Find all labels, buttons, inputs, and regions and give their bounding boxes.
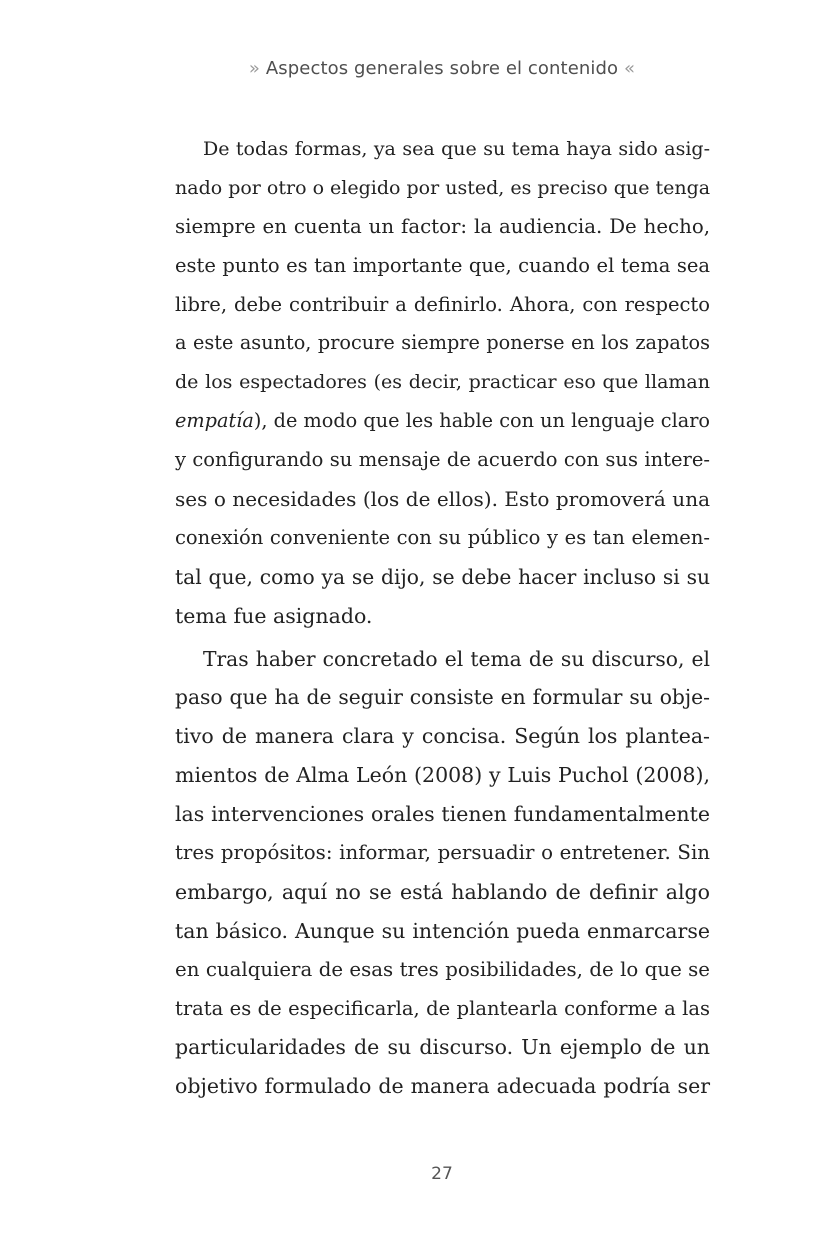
text-line: objetivo formulado de manera adecuada podría ser <box>175 1074 710 1099</box>
italic-line-rest: ), de modo que les hable con un lenguaje claro <box>253 409 710 433</box>
text-line: Tras haber concretado el tema de su discurso, el <box>203 646 710 671</box>
text-line: libre, debe contribuir a definirlo. Ahora, con respecto <box>175 292 710 316</box>
text-line: embargo, aquí no se está hablando de definir algo <box>175 879 710 904</box>
header-title: Aspectos generales sobre el contenido <box>265 58 619 79</box>
text-line: y configurando su mensaje de acuerdo con sus intere- <box>175 448 710 472</box>
header-close-mark: « <box>623 58 636 79</box>
text-line: este punto es tan importante que, cuando el tema sea <box>175 253 710 277</box>
text-line: a este asunto, procure siempre ponerse en los zapatos <box>175 331 710 355</box>
text-line: trata es de especificarla, de plantearla conforme a las <box>175 996 710 1020</box>
header-open-mark: » <box>248 58 261 79</box>
text-line: siempre en cuenta un factor: la audiencia. De hecho, <box>175 214 710 238</box>
text-line: tal que, como ya se dijo, se debe hacer incluso si su <box>175 564 710 589</box>
text-line: tivo de manera clara y concisa. Según los plantea- <box>175 724 710 749</box>
text-line: las intervenciones orales tienen fundamentalmente <box>175 802 710 827</box>
text-line: conexión conveniente con su público y es tan elemen- <box>175 525 710 549</box>
text-line: tres propósitos: informar, persuadir o entretener. Sin <box>175 841 710 865</box>
text-line: tan básico. Aunque su intención pueda enmarcarse <box>175 918 710 943</box>
body-text <box>175 130 710 1106</box>
page-number: 27 <box>431 1164 453 1184</box>
text-line: en cualquiera de esas tres posibilidades, de lo que se <box>175 957 710 981</box>
text-line: nado por otro o elegido por usted, es preciso que tenga <box>175 176 711 199</box>
italic-term: empatía <box>175 409 254 433</box>
text-line: paso que ha de seguir consiste en formular su obje- <box>175 685 710 710</box>
text-line-italic <box>175 402 710 441</box>
text-line: tema fue asignado. <box>175 603 373 628</box>
running-header <box>0 58 828 79</box>
paragraph-1 <box>175 130 710 636</box>
text-line: De todas formas, ya sea que su tema haya sido asig- <box>203 138 710 160</box>
text-line: particularidades de su discurso. Un ejemplo de un <box>175 1035 710 1060</box>
paragraph-2 <box>175 640 710 1107</box>
text-line: mientos de Alma León (2008) y Luis Puchol (2008), <box>175 763 710 788</box>
text-line: ses o necesidades (los de ellos). Esto promoverá una <box>175 487 710 512</box>
text-line: de los espectadores (es decir, practicar eso que llaman <box>175 371 710 394</box>
